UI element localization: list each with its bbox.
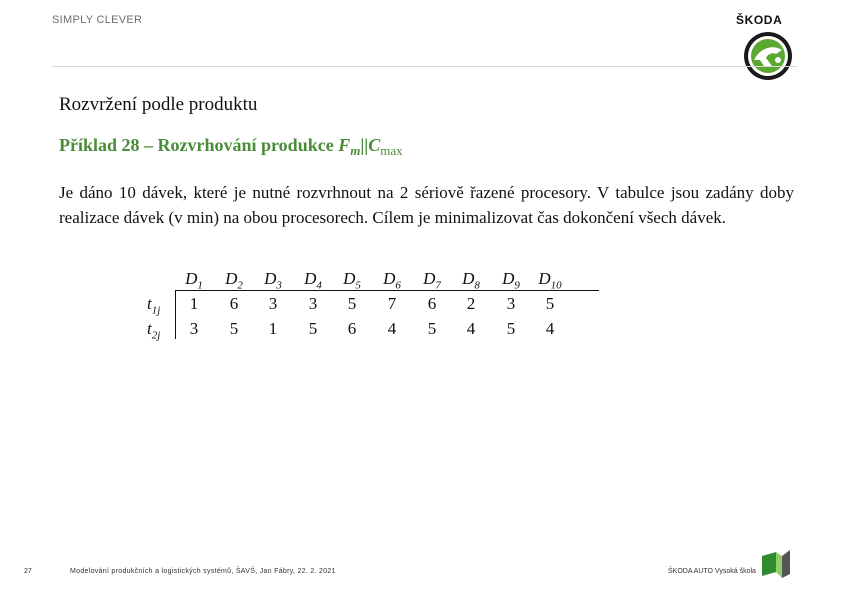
column-header-index: 6 <box>395 279 401 292</box>
column-header-letter: D <box>462 269 475 288</box>
column-header-index: 10 <box>550 279 562 292</box>
math-max: max <box>380 143 403 158</box>
table-cell: 5 <box>308 319 318 338</box>
column-header-letter: D <box>343 269 356 288</box>
column-header-index: 1 <box>197 279 203 292</box>
column-header <box>215 269 253 291</box>
table-cell: 2 <box>466 294 476 313</box>
section-title: Rozvržení podle produktu <box>59 94 258 115</box>
table-cell: 4 <box>387 319 397 338</box>
column-header <box>333 269 371 291</box>
column-header-index: 4 <box>316 279 322 292</box>
table-cell: 5 <box>347 294 357 313</box>
column-header <box>531 269 569 291</box>
row-label <box>147 294 160 316</box>
column-header <box>492 269 530 291</box>
column-header-letter: D <box>304 269 317 288</box>
page-number: 27 <box>24 568 32 575</box>
table-cell: 3 <box>268 294 278 313</box>
table-cell: 5 <box>427 319 437 338</box>
problem-description: Je dáno 10 dávek, které je nutné rozvrhnout na 2 sériově řazené procesory. V tabulce jsou zadány doby realizace dávek (v min) na obou procesorech. Cílem je minimalizovat čas dokončení všech dávek. <box>59 183 794 227</box>
table-cell: 3 <box>189 319 199 338</box>
row-label-letter: t <box>147 294 152 313</box>
table-cell: 3 <box>506 294 516 313</box>
table-cell: 5 <box>545 294 555 313</box>
example-title <box>59 135 403 159</box>
column-header <box>175 269 213 291</box>
table-cell: 4 <box>545 319 555 338</box>
example-prefix: Příklad 28 – Rozvrhování produkce <box>59 135 339 155</box>
column-header-letter: D <box>423 269 436 288</box>
column-header-index: 2 <box>237 279 243 292</box>
math-separator: || <box>360 135 369 155</box>
table-cell: 5 <box>229 319 239 338</box>
row-label <box>147 319 160 341</box>
math-F: F <box>338 135 351 155</box>
column-header <box>254 269 292 291</box>
skoda-logo-icon <box>742 30 794 82</box>
footer-brand: ŠKODA AUTO Vysoká škola <box>668 568 756 575</box>
column-header-letter: D <box>538 269 551 288</box>
column-header-index: 7 <box>435 279 441 292</box>
column-header <box>373 269 411 291</box>
table-cell: 6 <box>229 294 239 313</box>
column-header <box>413 269 451 291</box>
processing-times-table <box>145 269 575 349</box>
table-cell: 7 <box>387 294 397 313</box>
row-label-index: 2j <box>151 329 161 342</box>
table-cell: 3 <box>308 294 318 313</box>
brand-slogan: SIMPLY CLEVER <box>52 14 143 26</box>
column-header-letter: D <box>225 269 238 288</box>
table-cell: 1 <box>189 294 199 313</box>
column-header-letter: D <box>185 269 198 288</box>
footer-text: Modelování produkčních a logistických systémů, ŠAVŠ, Jan Fábry, 22. 2. 2021 <box>70 568 336 575</box>
column-header-index: 5 <box>355 279 361 292</box>
column-header-letter: D <box>383 269 396 288</box>
column-header-index: 3 <box>276 279 282 292</box>
table-cell: 6 <box>427 294 437 313</box>
footer-logo-icon <box>760 550 794 580</box>
column-header-letter: D <box>264 269 277 288</box>
column-header <box>452 269 490 291</box>
column-header-index: 9 <box>514 279 520 292</box>
table-cell: 6 <box>347 319 357 338</box>
row-label-letter: t <box>147 319 152 338</box>
column-header-letter: D <box>502 269 515 288</box>
header-divider <box>52 66 797 67</box>
math-C: C <box>368 135 381 155</box>
brand-wordmark: ŠKODA <box>736 13 783 27</box>
table-cell: 5 <box>506 319 516 338</box>
math-m: m <box>350 143 361 158</box>
row-label-index: 1j <box>151 304 161 317</box>
table-cell: 4 <box>466 319 476 338</box>
column-header-index: 8 <box>474 279 480 292</box>
table-cell: 1 <box>268 319 278 338</box>
column-header <box>294 269 332 291</box>
